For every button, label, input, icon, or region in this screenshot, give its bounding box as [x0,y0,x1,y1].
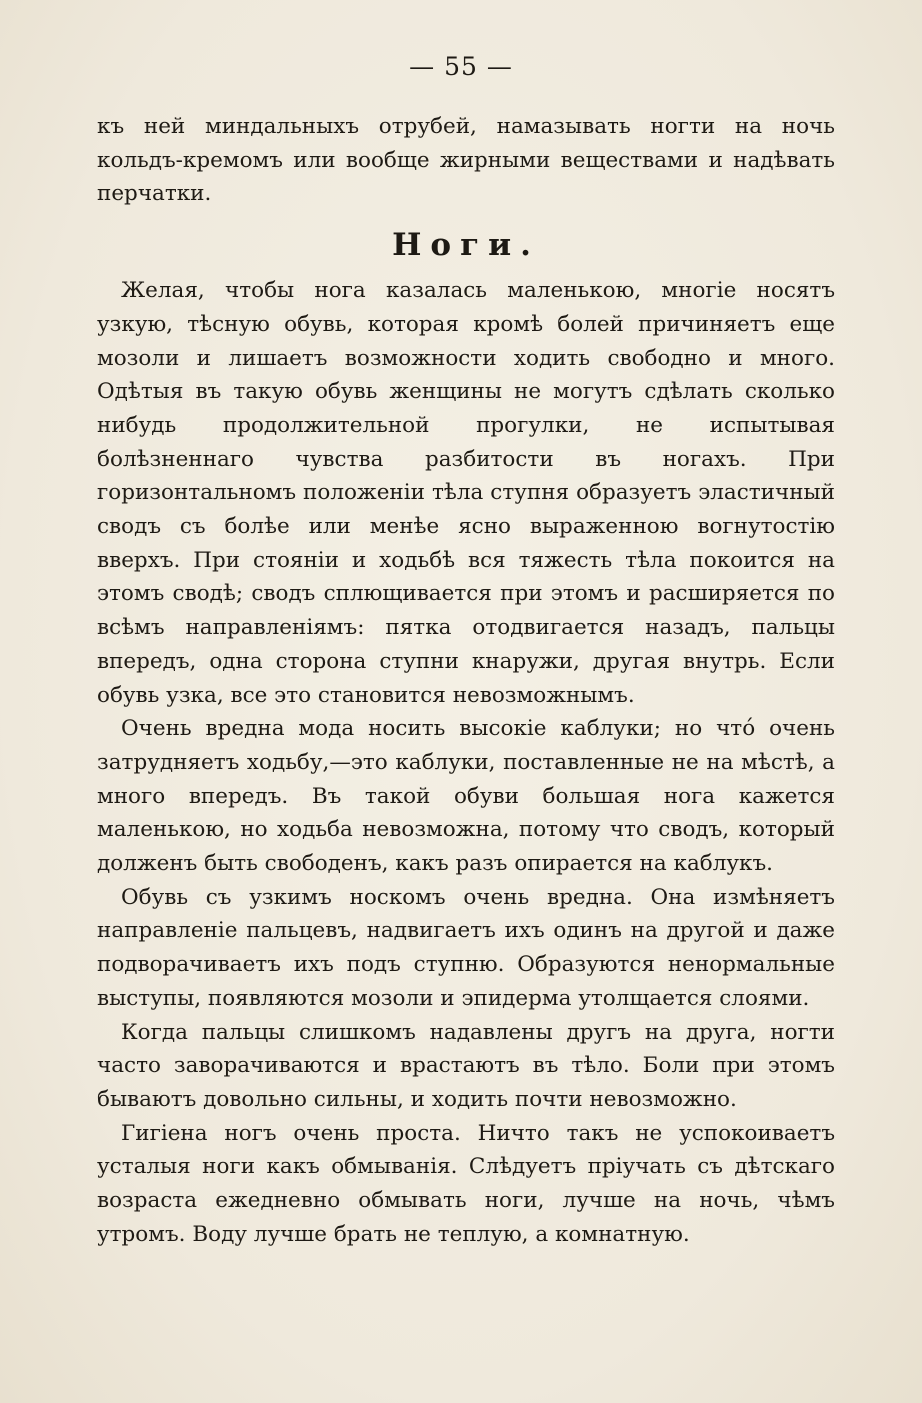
paragraph-high-heels: Очень вредна мода носить высокіе каблуки; но что́ очень затрудняетъ ходьбу,—это каблуки, поставленные не на мѣстѣ, а много впередъ. Въ такой обуви большая нога кажется маленькою, но ходьба невозможна, потому что сводъ, который долженъ быть свободенъ, какъ разъ опирается на каблукъ. [97,716,835,877]
paragraph-narrow-toe: Обувь съ узкимъ носкомъ очень вредна. Она измѣняетъ направленіе пальцевъ, надвигаетъ ихъ одинъ на другой и даже подворачиваетъ ихъ подъ ступню. Образуются ненормальные выступы, появляются мозоли и эпидерма утолщается слоями. [97,884,835,1011]
section-heading: Ноги. [392,227,540,264]
page-text [97,110,835,1252]
continued-paragraph: къ ней миндальныхъ отрубей, намазывать ногти на ночь кольдъ-кремомъ или вообще жирными веществами и надѣвать перчатки. [97,114,835,207]
paragraph-tight-shoes: Желая, чтобы нога казалась маленькою, многіе носятъ узкую, тѣсную обувь, которая кромѣ болей причиняетъ еще мозоли и лишаетъ возможности ходить свободно и много. Одѣтыя въ такую обувь женщины не могутъ сдѣлать сколько нибудь продолжительной прогулки, не испытывая болѣзненнаго чувства разбитости въ ногахъ. При горизонтальномъ положеніи тѣла ступня образуетъ эластичный сводъ съ болѣе или менѣе ясно выраженною вогнутостію вверхъ. При стояніи и ходьбѣ вся тяжесть тѣла покоится на этомъ сводѣ; сводъ сплющивается при этомъ и расширяется по всѣмъ направленіямъ: пятка отодвигается назадъ, пальцы впередъ, одна сторона ступни кнаружи, другая внутрь. Если обувь узка, все это становится невозможнымъ. [97,278,835,708]
paragraph-ingrown-nails: Когда пальцы слишкомъ надавлены другъ на друга, ногти часто заворачиваются и врастаютъ въ тѣло. Боли при этомъ бываютъ довольно сильны, и ходить почти невозможно. [97,1019,835,1112]
page-number: — 55 — [409,52,513,81]
paragraph-foot-hygiene: Гигіена ногъ очень проста. Ничто такъ не успокоиваетъ усталыя ноги какъ обмыванія. Слѣдуетъ пріучать съ дѣтскаго возраста ежедневно обмывать ноги, лучше на ночь, чѣмъ утромъ. Воду лучше брать не теплую, а комнатную. [97,1120,835,1247]
